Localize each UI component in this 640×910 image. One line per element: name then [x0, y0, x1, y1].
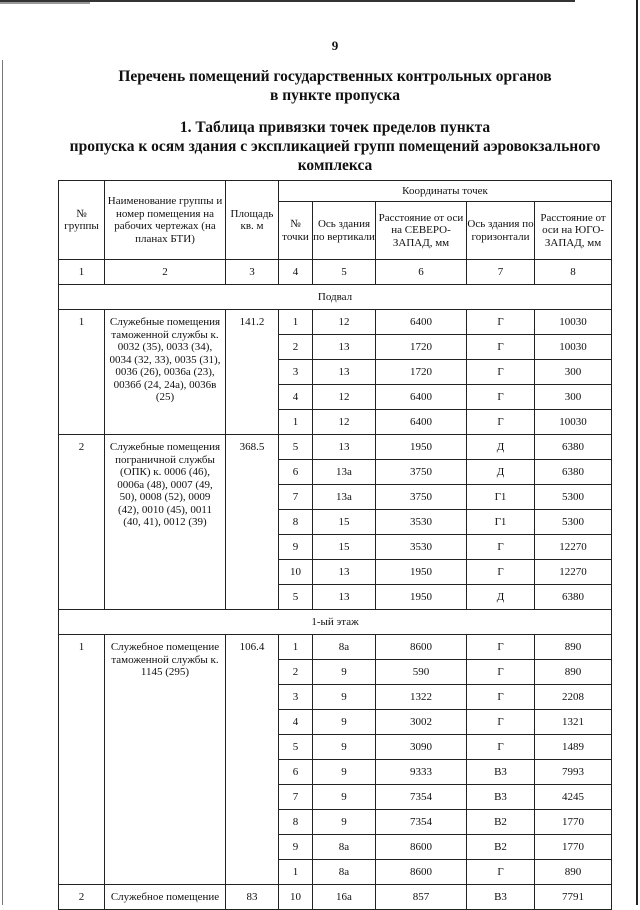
column-number-cell: 6	[376, 260, 467, 285]
distance-southwest-cell: 890	[535, 860, 612, 885]
distance-southwest-cell: 10030	[535, 410, 612, 435]
axis-vertical-cell: 16а	[313, 885, 376, 910]
distance-northwest-cell: 1720	[376, 335, 467, 360]
distance-southwest-cell: 7993	[535, 760, 612, 785]
distance-northwest-cell: 3750	[376, 460, 467, 485]
page-number: 9	[331, 38, 339, 53]
section-header-row	[59, 285, 612, 310]
distance-northwest-cell: 3530	[376, 535, 467, 560]
header-axis-horizontal: Ось здания по горизонтали	[467, 202, 535, 260]
point-number-cell: 6	[279, 460, 313, 485]
axis-horizontal-cell: Г	[467, 660, 535, 685]
header-area: Площадь кв. м	[226, 181, 279, 260]
axis-vertical-cell: 15	[313, 535, 376, 560]
distance-southwest-cell: 2208	[535, 685, 612, 710]
distance-southwest-cell: 300	[535, 360, 612, 385]
distance-northwest-cell: 3750	[376, 485, 467, 510]
axis-horizontal-cell: Д	[467, 435, 535, 460]
point-number-cell: 3	[279, 360, 313, 385]
distance-northwest-cell: 8600	[376, 635, 467, 660]
distance-northwest-cell: 857	[376, 885, 467, 910]
section-label: 1-ый этаж	[59, 610, 612, 635]
group-area-cell: 83	[226, 885, 279, 910]
distance-southwest-cell: 1770	[535, 835, 612, 860]
header-axis-vertical: Ось здания по вертикали	[313, 202, 376, 260]
axis-vertical-cell: 13а	[313, 460, 376, 485]
distance-northwest-cell: 3002	[376, 710, 467, 735]
axis-vertical-cell: 9	[313, 810, 376, 835]
header-distance-southwest: Расстояние от оси на ЮГО-ЗАПАД, мм	[535, 202, 612, 260]
rooms-coordinates-table	[58, 180, 612, 910]
column-number-cell: 2	[105, 260, 226, 285]
distance-northwest-cell: 3530	[376, 510, 467, 535]
distance-northwest-cell: 590	[376, 660, 467, 685]
axis-horizontal-cell: Г	[467, 710, 535, 735]
point-number-cell: 9	[279, 535, 313, 560]
distance-southwest-cell: 7791	[535, 885, 612, 910]
distance-southwest-cell: 890	[535, 635, 612, 660]
group-name-cell: Служебные помещения таможенной службы к. 0032 (35), 0033 (34), 0034 (32, 33), 0035 (31), 0036 (26), 0036а (23), 0036б (24, 24а), 0036в (25)	[105, 310, 226, 435]
axis-vertical-cell: 8а	[313, 635, 376, 660]
header-coordinates: Координаты точек	[279, 181, 612, 202]
group-name-cell: Служебное помещение	[105, 885, 226, 910]
distance-northwest-cell: 6400	[376, 410, 467, 435]
point-number-cell: 5	[279, 735, 313, 760]
table-row	[59, 885, 612, 910]
group-name-cell: Служебное помещение таможенной службы к. 1145 (295)	[105, 635, 226, 885]
point-number-cell: 1	[279, 310, 313, 335]
table-row	[59, 635, 612, 660]
point-number-cell: 9	[279, 835, 313, 860]
distance-southwest-cell: 6380	[535, 460, 612, 485]
axis-vertical-cell: 13а	[313, 485, 376, 510]
distance-southwest-cell: 10030	[535, 310, 612, 335]
point-number-cell: 5	[279, 585, 313, 610]
distance-northwest-cell: 8600	[376, 835, 467, 860]
axis-vertical-cell: 13	[313, 435, 376, 460]
axis-vertical-cell: 8а	[313, 860, 376, 885]
group-area-cell: 368.5	[226, 435, 279, 610]
point-number-cell: 8	[279, 510, 313, 535]
axis-vertical-cell: 15	[313, 510, 376, 535]
distance-southwest-cell: 1321	[535, 710, 612, 735]
group-area-cell: 106.4	[226, 635, 279, 885]
distance-northwest-cell: 1720	[376, 360, 467, 385]
point-number-cell: 1	[279, 860, 313, 885]
distance-southwest-cell: 1770	[535, 810, 612, 835]
axis-horizontal-cell: Г	[467, 535, 535, 560]
axis-horizontal-cell: Г	[467, 685, 535, 710]
group-number-cell: 2	[59, 885, 105, 910]
point-number-cell: 7	[279, 785, 313, 810]
axis-horizontal-cell: Г	[467, 635, 535, 660]
column-number-cell: 3	[226, 260, 279, 285]
axis-vertical-cell: 9	[313, 660, 376, 685]
axis-horizontal-cell: Д	[467, 460, 535, 485]
point-number-cell: 2	[279, 660, 313, 685]
table-title-line: 1. Таблица привязки точек пределов пункта	[179, 119, 491, 136]
group-number-cell: 2	[59, 435, 105, 610]
axis-horizontal-cell: В3	[467, 760, 535, 785]
distance-northwest-cell: 1950	[376, 435, 467, 460]
table-row	[59, 435, 612, 460]
distance-northwest-cell: 8600	[376, 860, 467, 885]
distance-southwest-cell: 6380	[535, 435, 612, 460]
axis-horizontal-cell: В3	[467, 785, 535, 810]
group-name-cell: Служебные помещения пограничной службы (ОПК) к. 0006 (46), 0006а (48), 0007 (49, 50), 0008 (52), 0009 (42), 0010 (45), 0011 (40, 41), 0012 (39)	[105, 435, 226, 610]
header-name: Наименование группы и номер помещения на рабочих чертежах (на планах БТИ)	[105, 181, 226, 260]
axis-vertical-cell: 9	[313, 710, 376, 735]
document-title	[0, 67, 640, 105]
axis-horizontal-cell: Г	[467, 560, 535, 585]
table-title-line: пропуска к осям здания с экспликацией групп помещений аэровокзального	[69, 138, 601, 155]
column-number-cell: 5	[313, 260, 376, 285]
axis-horizontal-cell: Г	[467, 385, 535, 410]
point-number-cell: 3	[279, 685, 313, 710]
point-number-cell: 4	[279, 385, 313, 410]
axis-vertical-cell: 8а	[313, 835, 376, 860]
axis-vertical-cell: 9	[313, 760, 376, 785]
point-number-cell: 6	[279, 760, 313, 785]
point-number-cell: 1	[279, 410, 313, 435]
group-area-cell: 141.2	[226, 310, 279, 435]
axis-horizontal-cell: Г	[467, 735, 535, 760]
axis-vertical-cell: 9	[313, 735, 376, 760]
axis-horizontal-cell: Г	[467, 360, 535, 385]
document-title-line: Перечень помещений государственных контрольных органов	[118, 68, 552, 85]
distance-southwest-cell: 5300	[535, 485, 612, 510]
distance-southwest-cell: 12270	[535, 560, 612, 585]
table-row	[59, 310, 612, 335]
distance-southwest-cell: 4245	[535, 785, 612, 810]
table-title-line: комплекса	[297, 157, 373, 174]
distance-northwest-cell: 9333	[376, 760, 467, 785]
axis-horizontal-cell: Д	[467, 585, 535, 610]
axis-horizontal-cell: Г	[467, 860, 535, 885]
column-number-cell: 8	[535, 260, 612, 285]
group-number-cell: 1	[59, 635, 105, 885]
column-number-cell: 4	[279, 260, 313, 285]
scan-artifact-top	[0, 2, 90, 4]
point-number-cell: 2	[279, 335, 313, 360]
axis-vertical-cell: 9	[313, 685, 376, 710]
point-number-cell: 10	[279, 560, 313, 585]
axis-vertical-cell: 13	[313, 360, 376, 385]
table-body	[59, 285, 612, 910]
section-header-row	[59, 610, 612, 635]
axis-vertical-cell: 12	[313, 310, 376, 335]
distance-northwest-cell: 1950	[376, 585, 467, 610]
axis-vertical-cell: 12	[313, 410, 376, 435]
section-label: Подвал	[59, 285, 612, 310]
point-number-cell: 8	[279, 810, 313, 835]
distance-northwest-cell: 7354	[376, 810, 467, 835]
distance-northwest-cell: 1950	[376, 560, 467, 585]
axis-horizontal-cell: Г1	[467, 485, 535, 510]
scan-artifact-left-edge	[2, 60, 3, 905]
axis-vertical-cell: 12	[313, 385, 376, 410]
distance-southwest-cell: 10030	[535, 335, 612, 360]
axis-vertical-cell: 13	[313, 335, 376, 360]
header-point-no: № точки	[279, 202, 313, 260]
point-number-cell: 7	[279, 485, 313, 510]
distance-northwest-cell: 3090	[376, 735, 467, 760]
group-number-cell: 1	[59, 310, 105, 435]
axis-vertical-cell: 13	[313, 560, 376, 585]
axis-horizontal-cell: Г	[467, 310, 535, 335]
distance-southwest-cell: 5300	[535, 510, 612, 535]
axis-vertical-cell: 13	[313, 585, 376, 610]
axis-horizontal-cell: В3	[467, 885, 535, 910]
column-number-cell: 7	[467, 260, 535, 285]
distance-southwest-cell: 890	[535, 660, 612, 685]
axis-horizontal-cell: Г	[467, 410, 535, 435]
point-number-cell: 5	[279, 435, 313, 460]
table-title	[0, 118, 640, 175]
distance-southwest-cell: 6380	[535, 585, 612, 610]
distance-northwest-cell: 7354	[376, 785, 467, 810]
header-distance-northwest: Расстояние от оси на СЕВЕРО-ЗАПАД, мм	[376, 202, 467, 260]
document-title-line: в пункте пропуска	[270, 87, 400, 104]
axis-horizontal-cell: Г1	[467, 510, 535, 535]
distance-southwest-cell: 300	[535, 385, 612, 410]
distance-southwest-cell: 12270	[535, 535, 612, 560]
column-numbers-row	[59, 260, 612, 285]
distance-northwest-cell: 6400	[376, 310, 467, 335]
axis-horizontal-cell: Г	[467, 335, 535, 360]
axis-horizontal-cell: В2	[467, 835, 535, 860]
column-number-cell: 1	[59, 260, 105, 285]
point-number-cell: 10	[279, 885, 313, 910]
distance-northwest-cell: 6400	[376, 385, 467, 410]
header-group-no: № группы	[59, 181, 105, 260]
point-number-cell: 4	[279, 710, 313, 735]
axis-horizontal-cell: В2	[467, 810, 535, 835]
distance-southwest-cell: 1489	[535, 735, 612, 760]
axis-vertical-cell: 9	[313, 785, 376, 810]
distance-northwest-cell: 1322	[376, 685, 467, 710]
point-number-cell: 1	[279, 635, 313, 660]
